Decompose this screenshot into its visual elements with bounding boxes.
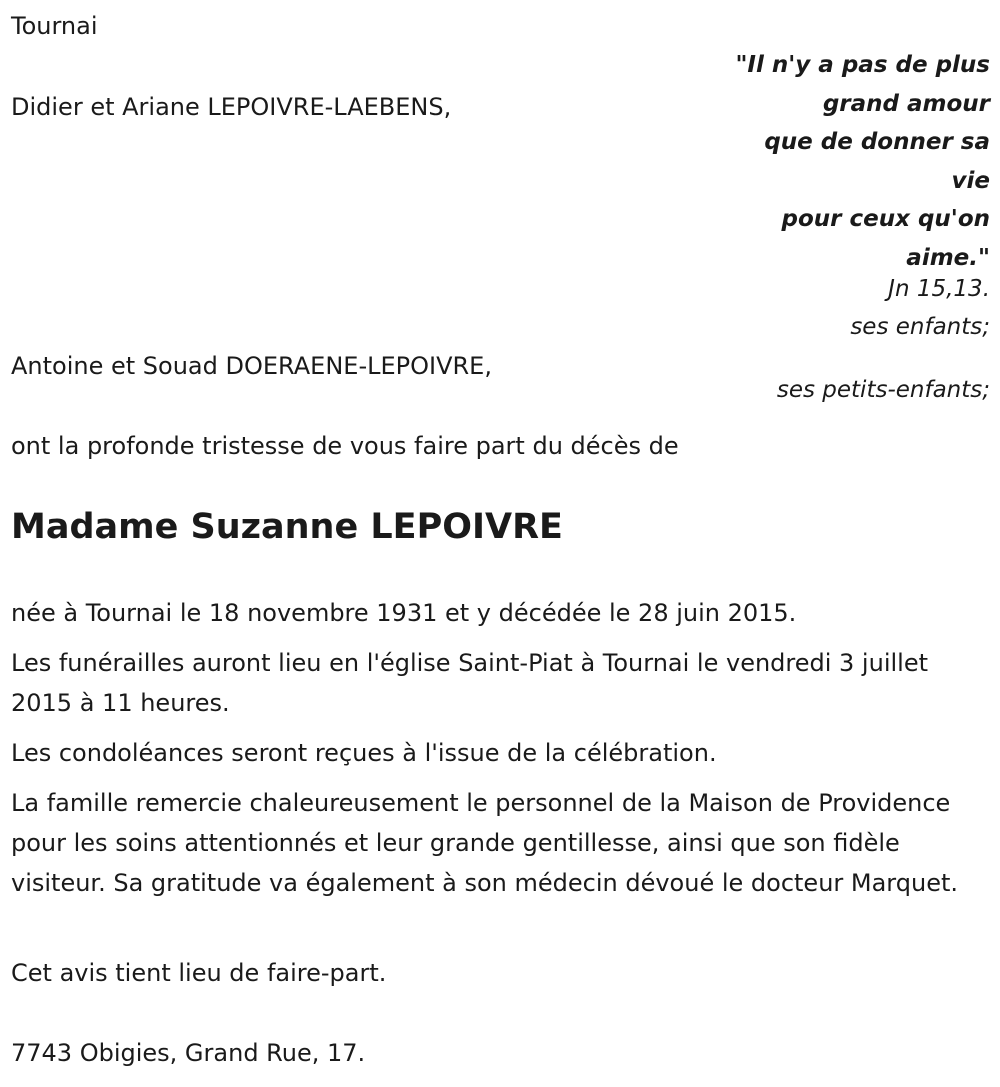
role-children: ses enfants; bbox=[850, 314, 990, 340]
thanks-paragraph: La famille remercie chaleureusement le personnel de la Maison de Providence pour les soins attentionnés et leur grande gentillesse, ainsi que son fidèle visiteur. Sa gratitude va également à son médecin dévoué le docteur Marquet. bbox=[11, 789, 959, 897]
birth-death-dates: née à Tournai le 18 novembre 1931 et y décédée le 28 juin 2015. bbox=[11, 599, 797, 627]
deceased-name: Madame Suzanne LEPOIVRE bbox=[11, 507, 563, 547]
condolences-note: Les condoléances seront reçues à l'issue de la célébration. bbox=[11, 739, 717, 767]
family-line-1: Didier et Ariane LEPOIVRE-LAEBENS, bbox=[11, 93, 452, 121]
quote-reference: Jn 15,13. bbox=[888, 276, 990, 302]
quote-line-5: pour ceux qu'on bbox=[781, 206, 990, 232]
funeral-details: Les funérailles auront lieu en l'église Saint-Piat à Tournai le vendredi 3 juillet 2015 à 11 heures. bbox=[11, 649, 928, 717]
announcement-intro: ont la profonde tristesse de vous faire part du décès de bbox=[11, 432, 679, 460]
notice-note: Cet avis tient lieu de faire-part. bbox=[11, 959, 387, 987]
quote-line-4: vie bbox=[951, 167, 990, 194]
bible-quote bbox=[730, 46, 990, 277]
quote-line-1: "Il n'y a pas de plus bbox=[735, 52, 990, 78]
quote-line-6: aime." bbox=[906, 244, 990, 271]
family-line-2: Antoine et Souad DOERAENE-LEPOIVRE, bbox=[11, 352, 492, 380]
address: 7743 Obigies, Grand Rue, 17. bbox=[11, 1039, 366, 1067]
quote-line-3: que de donner sa bbox=[764, 129, 990, 155]
city-heading: Tournai bbox=[11, 12, 98, 40]
role-grandchildren: ses petits-enfants; bbox=[776, 377, 990, 403]
quote-line-2: grand amour bbox=[822, 90, 990, 117]
